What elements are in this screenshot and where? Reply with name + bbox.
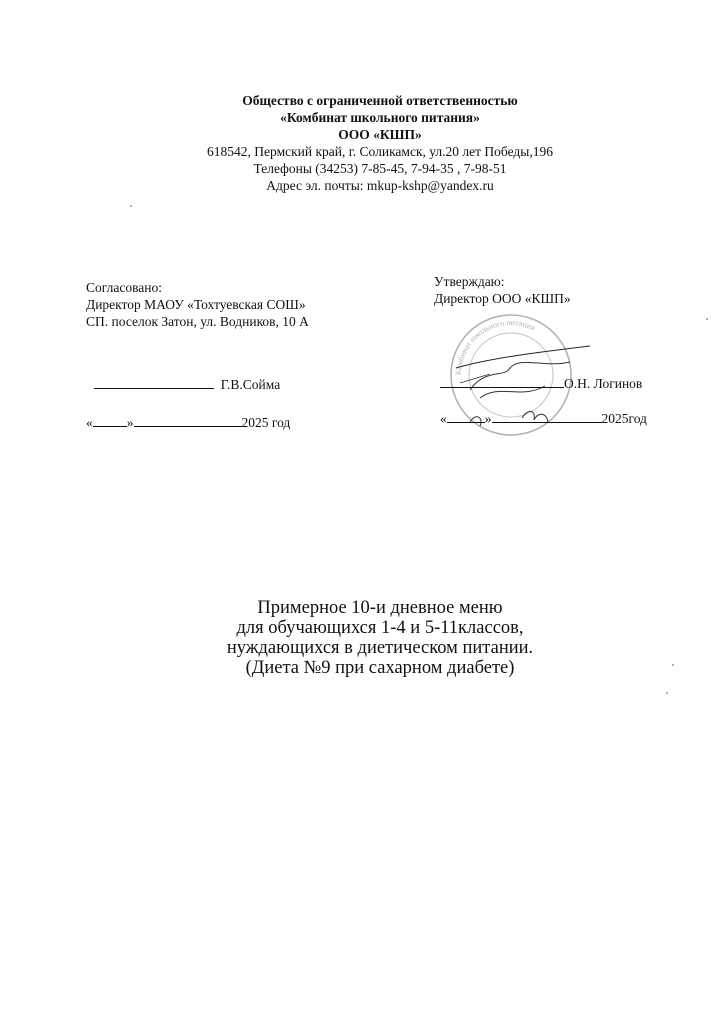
agreed-position: Директор МАОУ «Тохтуевская СОШ» [86,297,306,312]
title-line3: нуждающихся в диетическом питании. [226,638,534,658]
month-blank [134,414,242,427]
agreed-signer: Г.В.Сойма [220,377,281,392]
org-phones: Телефоны (34253) 7-85-45, 7-94-35 , 7-98-51 [253,161,507,176]
date-quote-open: « [440,411,447,426]
approved-position: Директор ООО «КШП» [434,291,571,306]
org-name-line2: «Комбинат школьного питания» [280,110,480,125]
agreed-date-line [86,414,290,431]
date-quote-close: » [484,411,492,426]
approved-block [434,273,694,307]
document-title [130,598,630,678]
title-line1: Примерное 10-и дневное меню [257,598,503,618]
scan-speck [130,205,132,207]
date-quote-open: « [86,415,93,430]
day-blank [93,414,127,427]
agreed-label: Согласовано: [86,280,162,295]
month-blank [492,410,602,423]
title-line4: (Диета №9 при сахарном диабете) [245,658,515,678]
day-blank [447,410,485,423]
scan-speck [706,318,708,320]
agreed-address: СП. поселок Затон, ул. Водников, 10 А [86,314,309,329]
approved-signer: О.Н. Логинов [564,376,643,391]
signature-blank [94,376,214,389]
scan-speck [672,664,674,666]
approved-label: Утверждаю: [434,274,505,289]
date-quote-close: » [126,415,134,430]
org-address: 618542, Пермский край, г. Соликамск, ул.20 лет Победы,196 [207,144,553,159]
signature-blank [440,375,564,388]
agreed-year: 2025 год [241,415,291,430]
approved-signature-line [440,375,642,392]
org-email: Адрес эл. почты: mkup-kshp@yandex.ru [266,178,494,193]
agreed-block [86,279,386,330]
org-name-line1: Общество с ограниченной ответственностью [242,93,518,108]
scan-speck [666,692,668,694]
org-short-name: ООО «КШП» [338,127,422,142]
agreed-signature-line [94,376,280,393]
approved-year: 2025год [601,411,647,426]
approved-date-line [440,410,647,427]
stamp-text: Комбинат школьного питания [453,317,537,376]
title-line2: для обучающихся 1-4 и 5-11классов, [236,618,524,638]
organization-header [140,92,620,194]
